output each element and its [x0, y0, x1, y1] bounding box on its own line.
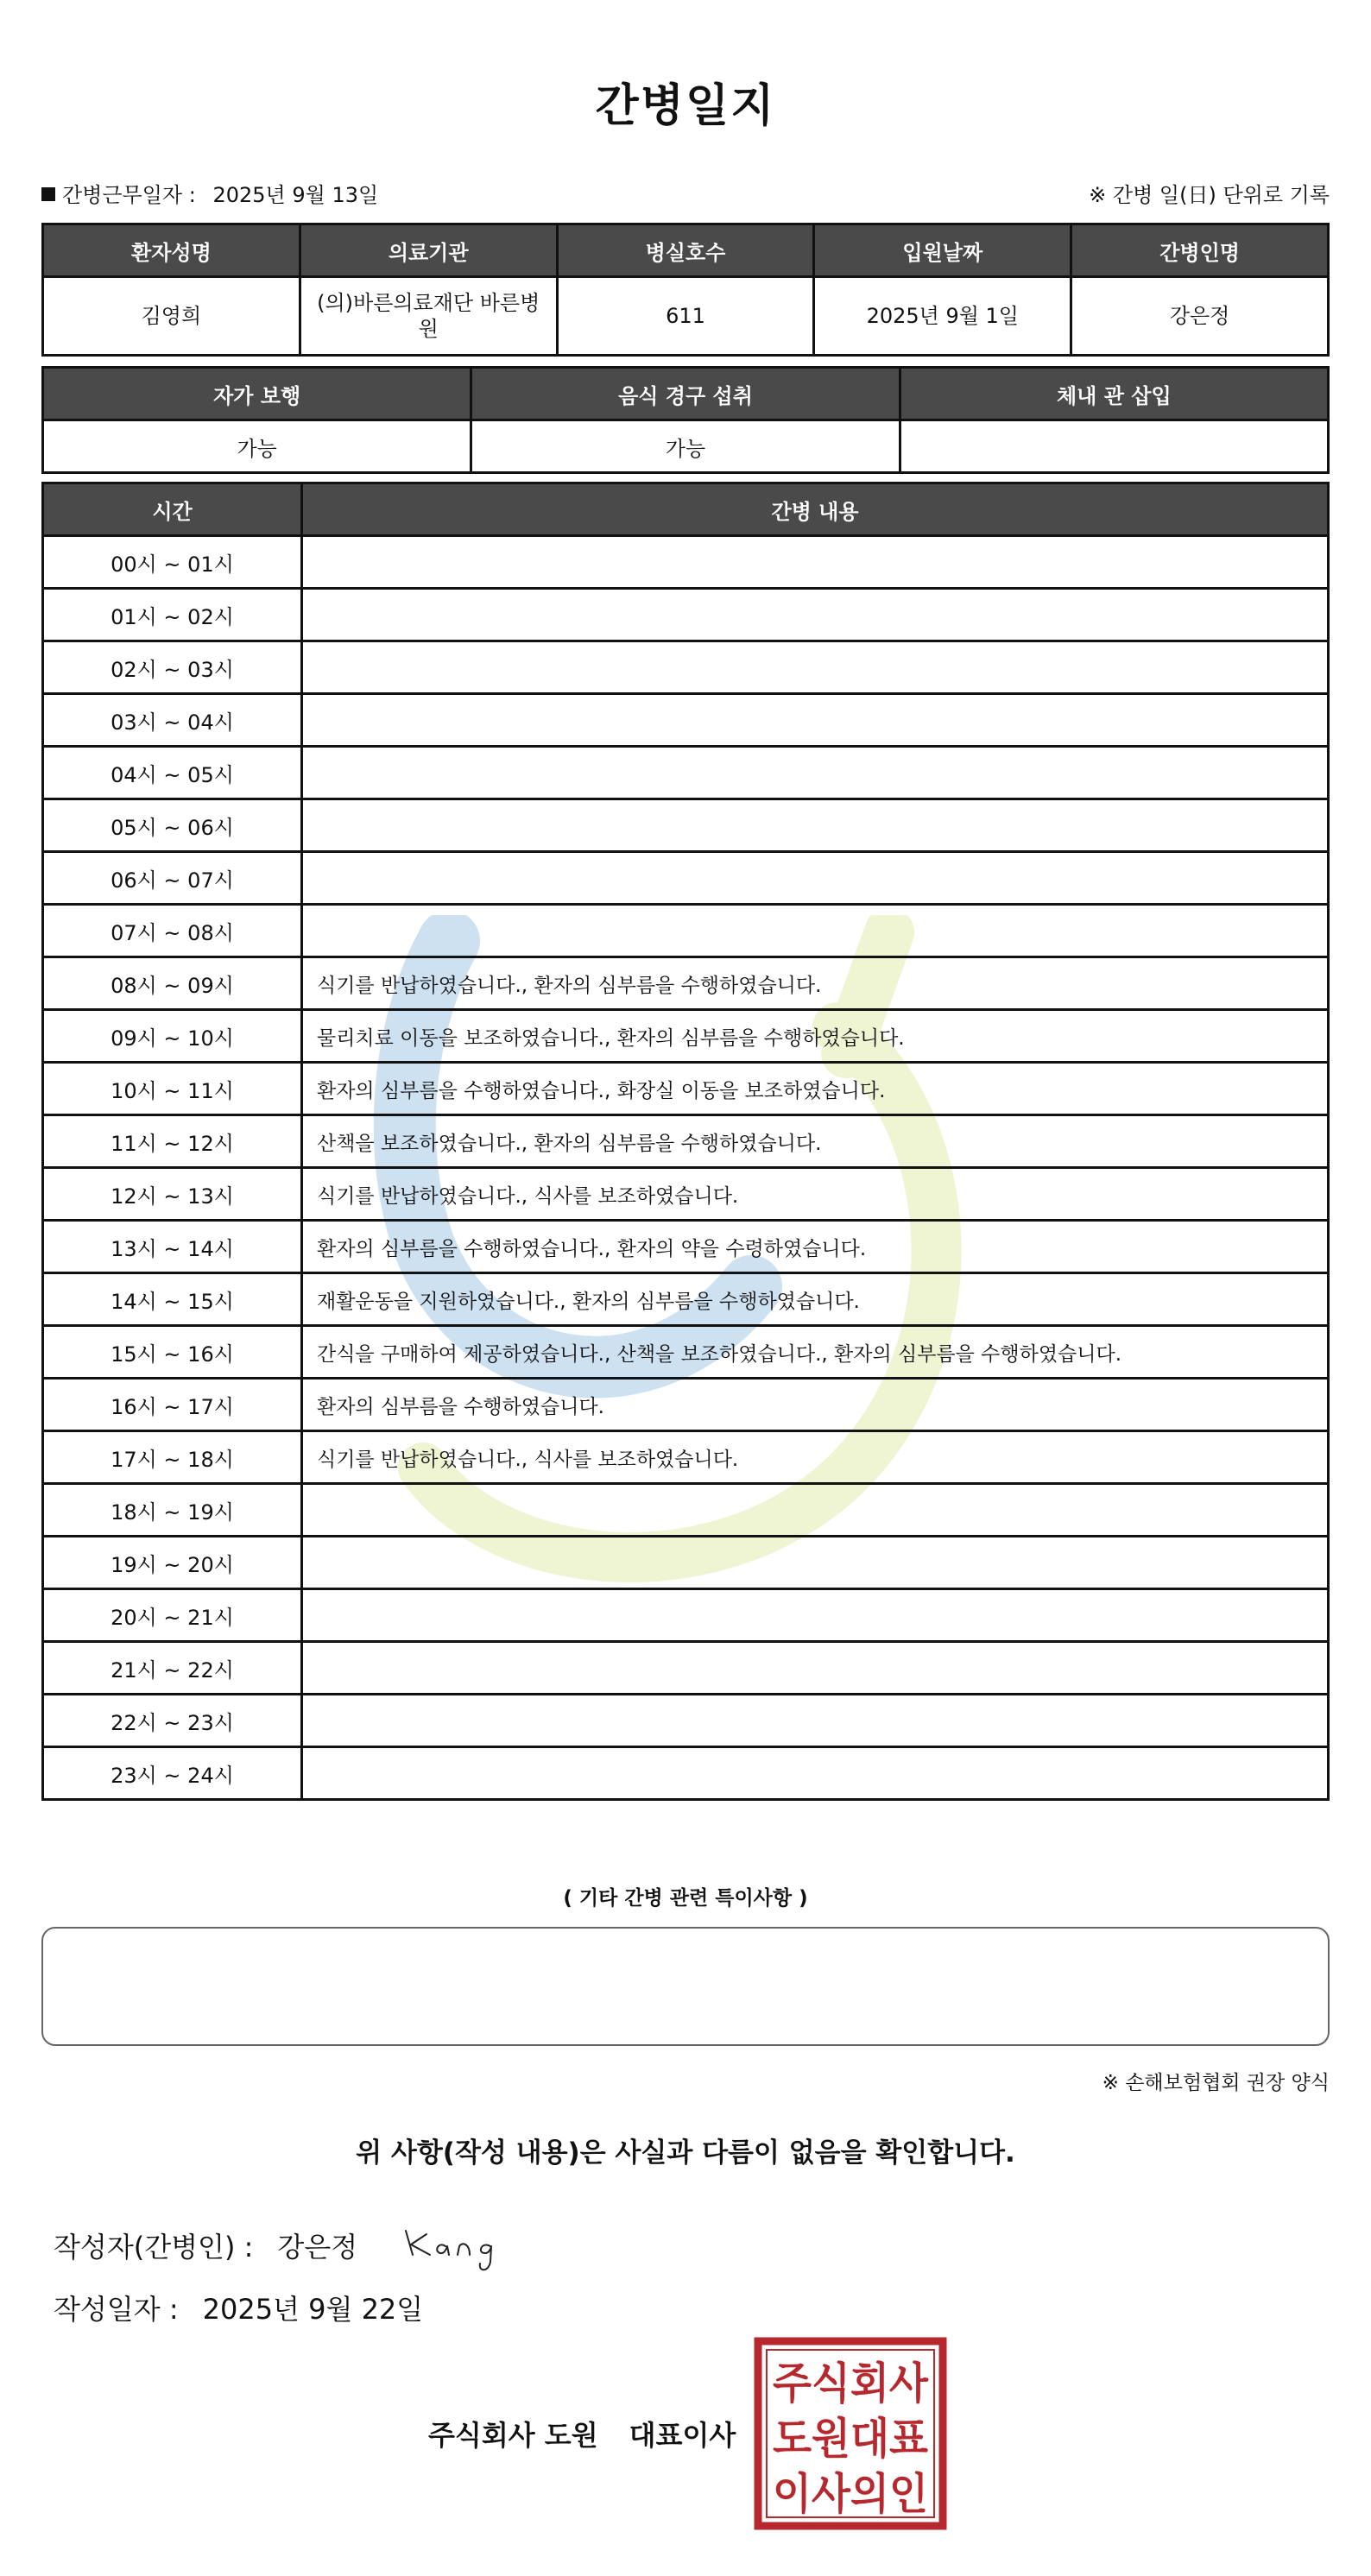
content-cell: 환자의 심부름을 수행하였습니다., 환자의 약을 수령하였습니다.: [302, 1221, 1329, 1273]
content-cell: 물리치료 이동을 보조하였습니다., 환자의 심부름을 수행하였습니다.: [302, 1010, 1329, 1063]
time-cell: 15시 ~ 16시: [43, 1326, 302, 1379]
table-row: [43, 905, 1329, 957]
table-row: [43, 589, 1329, 641]
table-row: [43, 1326, 1329, 1379]
table-row: [43, 799, 1329, 852]
content-cell: [302, 852, 1329, 905]
date-line: [41, 178, 1330, 207]
work-date-label: 간병근무일자 :: [62, 183, 196, 207]
table-row: [43, 1115, 1329, 1168]
content-cell: 재활운동을 지원하였습니다., 환자의 심부름을 수행하였습니다.: [302, 1273, 1329, 1326]
time-cell: 07시 ~ 08시: [43, 905, 302, 957]
table-row: [43, 420, 1329, 473]
content-cell: [302, 641, 1329, 694]
table-row: [43, 1379, 1329, 1431]
table-row: [43, 1589, 1329, 1642]
content-cell: 식기를 반납하였습니다., 환자의 심부름을 수행하였습니다.: [302, 957, 1329, 1010]
table-row: [43, 1221, 1329, 1273]
company-seal-stamp: [753, 2336, 948, 2531]
representative-label: 대표이사: [629, 2419, 736, 2452]
content-cell: [302, 799, 1329, 852]
svg-text:주식회사: 주식회사: [773, 2358, 929, 2409]
header-oral-intake: 음식 경구 섭취: [471, 368, 900, 420]
table-row: [43, 747, 1329, 799]
time-cell: 16시 ~ 17시: [43, 1379, 302, 1431]
recommend-form-note: ※ 손해보험협회 권장 양식: [1102, 2072, 1330, 2094]
special-notes-box: [41, 1927, 1330, 2046]
table-header-row: [43, 224, 1329, 277]
content-cell: [302, 694, 1329, 747]
time-cell: 17시 ~ 18시: [43, 1431, 302, 1484]
table-row: [43, 957, 1329, 1010]
header-patient-name: 환자성명: [43, 224, 300, 277]
table-row: [43, 1747, 1329, 1800]
caregiver-name: 강은정: [1071, 277, 1329, 356]
room-number: 611: [557, 277, 814, 356]
writer-label: 작성자(간병인) :: [54, 2231, 254, 2263]
time-cell: 18시 ~ 19시: [43, 1484, 302, 1537]
admission-date: 2025년 9월 1일: [814, 277, 1071, 356]
content-cell: [302, 1695, 1329, 1747]
time-cell: 04시 ~ 05시: [43, 747, 302, 799]
table-row: [43, 1168, 1329, 1221]
content-cell: 간식을 구매하여 제공하였습니다., 산책을 보조하였습니다., 환자의 심부름을 수행하였습니다.: [302, 1326, 1329, 1379]
patient-name: 김영희: [43, 277, 300, 356]
table-header-row: [43, 368, 1329, 420]
time-cell: 03시 ~ 04시: [43, 694, 302, 747]
handwritten-signature: [401, 2222, 530, 2274]
table-row: [43, 641, 1329, 694]
time-cell: 09시 ~ 10시: [43, 1010, 302, 1063]
time-cell: 10시 ~ 11시: [43, 1063, 302, 1115]
table-row: [43, 1063, 1329, 1115]
table-row: [43, 1642, 1329, 1695]
header-time: 시간: [43, 483, 302, 536]
table-row: [43, 852, 1329, 905]
writer-name: 강은정: [277, 2231, 358, 2263]
content-cell: [302, 1589, 1329, 1642]
content-cell: [302, 589, 1329, 641]
header-care-content: 간병 내용: [302, 483, 1329, 536]
content-cell: [302, 1642, 1329, 1695]
patient-status-table: [41, 366, 1330, 474]
time-cell: 13시 ~ 14시: [43, 1221, 302, 1273]
company-signature-line: [428, 2414, 736, 2453]
care-log-table: [41, 482, 1330, 1801]
svg-text:도원대표: 도원대표: [773, 2414, 929, 2464]
table-row: [43, 1537, 1329, 1589]
time-cell: 01시 ~ 02시: [43, 589, 302, 641]
confirmation-statement: 위 사항(작성 내용)은 사실과 다름이 없음을 확인합니다.: [356, 2137, 1015, 2169]
time-cell: 05시 ~ 06시: [43, 799, 302, 852]
document-title: 간병일지: [595, 80, 776, 132]
time-cell: 08시 ~ 09시: [43, 957, 302, 1010]
time-cell: 02시 ~ 03시: [43, 641, 302, 694]
time-cell: 23시 ~ 24시: [43, 1747, 302, 1800]
time-cell: 00시 ~ 01시: [43, 536, 302, 589]
time-cell: 06시 ~ 07시: [43, 852, 302, 905]
time-cell: 11시 ~ 12시: [43, 1115, 302, 1168]
table-row: [43, 536, 1329, 589]
header-caregiver: 간병인명: [1071, 224, 1329, 277]
time-cell: 21시 ~ 22시: [43, 1642, 302, 1695]
table-header-row: [43, 483, 1329, 536]
svg-text:이사의인: 이사의인: [773, 2469, 928, 2519]
time-cell: 20시 ~ 21시: [43, 1589, 302, 1642]
header-hospital: 의료기관: [300, 224, 557, 277]
time-cell: 19시 ~ 20시: [43, 1537, 302, 1589]
time-cell: 14시 ~ 15시: [43, 1273, 302, 1326]
patient-info-table: [41, 223, 1330, 357]
bullet-square-icon: [41, 187, 55, 201]
table-row: [43, 1273, 1329, 1326]
content-cell: 환자의 심부름을 수행하였습니다., 화장실 이동을 보조하였습니다.: [302, 1063, 1329, 1115]
tube-insertion-value: [900, 420, 1328, 473]
table-row: [43, 1431, 1329, 1484]
content-cell: [302, 1747, 1329, 1800]
hospital-name: (의)바른의료재단 바른병원: [300, 277, 557, 356]
time-cell: 22시 ~ 23시: [43, 1695, 302, 1747]
written-date-label: 작성일자 :: [54, 2293, 179, 2326]
company-name: 주식회사 도원: [428, 2419, 598, 2452]
content-cell: [302, 905, 1329, 957]
table-row: [43, 1010, 1329, 1063]
content-cell: [302, 747, 1329, 799]
content-cell: 식기를 반납하였습니다., 식사를 보조하였습니다.: [302, 1168, 1329, 1221]
oral-intake-value: 가능: [471, 420, 900, 473]
written-date-line: [54, 2288, 423, 2327]
table-row: [43, 1484, 1329, 1537]
header-tube-insertion: 체내 관 삽입: [900, 368, 1328, 420]
table-row: [43, 277, 1329, 356]
table-row: [43, 1695, 1329, 1747]
table-row: [43, 694, 1329, 747]
time-cell: 12시 ~ 13시: [43, 1168, 302, 1221]
header-self-walking: 자가 보행: [43, 368, 471, 420]
unit-note: ※ 간병 일(日) 단위로 기록: [1089, 183, 1330, 207]
content-cell: [302, 1537, 1329, 1589]
content-cell: 산책을 보조하였습니다., 환자의 심부름을 수행하였습니다.: [302, 1115, 1329, 1168]
writer-line: [54, 2226, 357, 2265]
self-walking-value: 가능: [43, 420, 471, 473]
work-date-value: 2025년 9월 13일: [212, 183, 379, 207]
content-cell: [302, 1484, 1329, 1537]
special-notes-title: ( 기타 간병 관련 특이사항 ): [563, 1887, 808, 1910]
written-date-value: 2025년 9월 22일: [202, 2293, 424, 2326]
content-cell: [302, 536, 1329, 589]
header-room: 병실호수: [557, 224, 814, 277]
content-cell: 식기를 반납하였습니다., 식사를 보조하였습니다.: [302, 1431, 1329, 1484]
header-admission-date: 입원날짜: [814, 224, 1071, 277]
content-cell: 환자의 심부름을 수행하였습니다.: [302, 1379, 1329, 1431]
